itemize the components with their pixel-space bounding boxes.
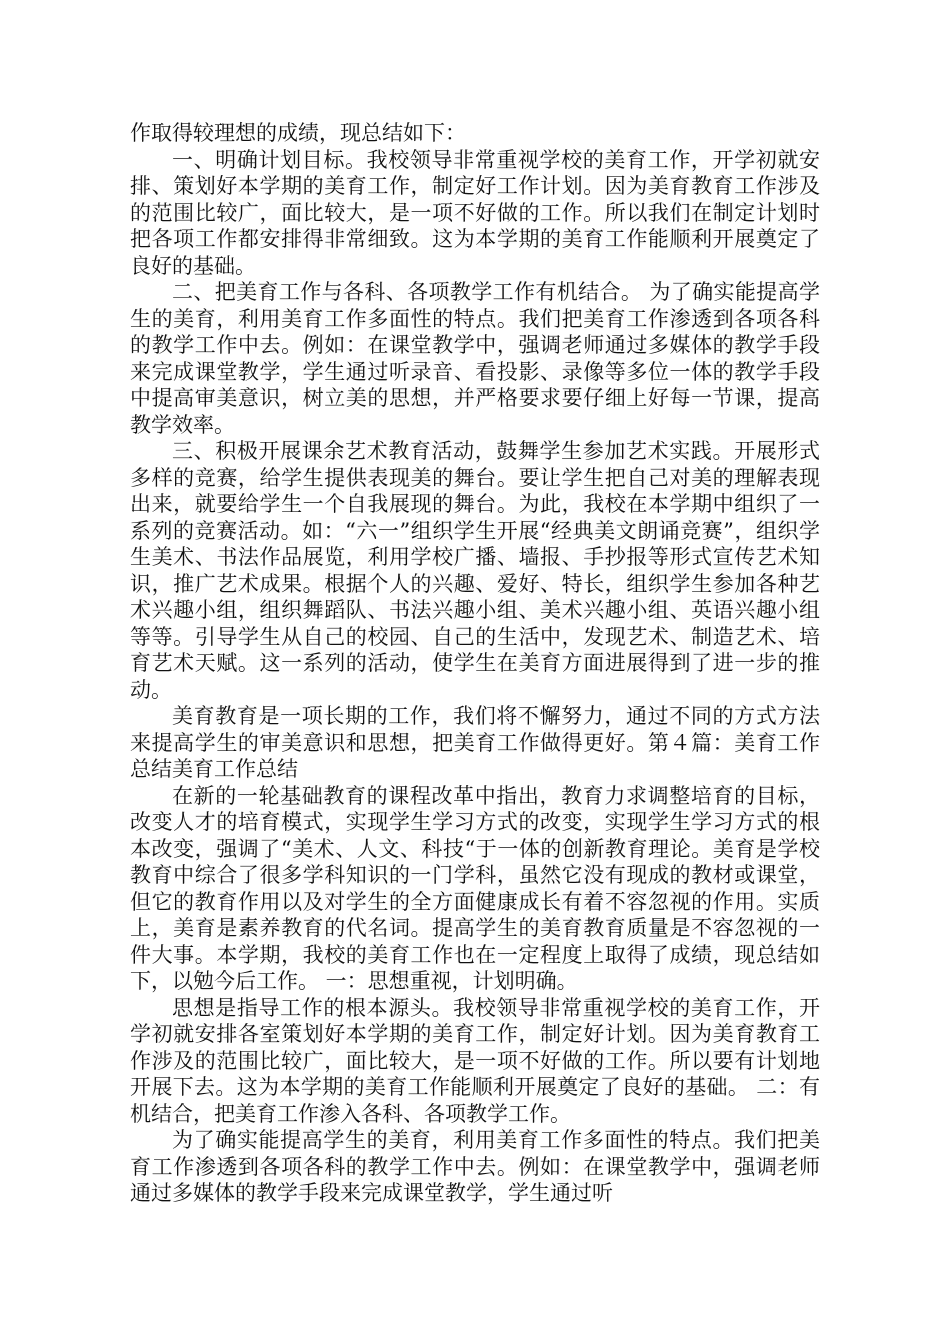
- paragraph-section-three: 三、积极开展课余艺术教育活动，鼓舞学生参加艺术实践。开展形式多样的竞赛，给学生提供表现美的舞台。要让学生把自己对美的理解表现出来，就要给学生一个自我展现的舞台。为此，我校在本学期中组织了一系列的竞赛活动。如：“六一”组织学生开展“经典美文朗诵竞赛”，组织学生美术、书法作品展览，利用学校广播、墙报、手抄报等形式宣传艺术知识，推广艺术成果。根据个人的兴趣、爱好、特长，组织学生参加各种艺术兴趣小组，组织舞蹈队、书法兴趣小组、美术兴趣小组、英语兴趣小组等等。引导学生从自己的校园、自己的生活中，发现艺术、制造艺术、培育艺术天赋。这一系列的活动，使学生在美育方面进展得到了进一步的推动。: [130, 439, 820, 702]
- paragraph-part4-point-one: 思想是指导工作的根本源头。我校领导非常重视学校的美育工作，开学初就安排各室策划好本学期的美育工作，制定好计划。因为美育教育工作涉及的范围比较广，面比较大，是一项不好做的工作。所以要有计划地开展下去。这为本学期的美育工作能顺利开展奠定了良好的基础。 二：有机结合，把美育工作渗入各科、各项教学工作。: [130, 995, 820, 1126]
- paragraph-section-two: 二、把美育工作与各科、各项教学工作有机结合。 为了确实能提高学生的美育，利用美育工作多面性的特点。我们把美育工作渗透到各项各科的教学工作中去。例如：在课堂教学中，强调老师通过多媒体的教学手段来完成课堂教学，学生通过听录音、看投影、录像等多位一体的教学手段中提高审美意识，树立美的思想，并严格要求要仔细上好每一节课，提高教学效率。: [130, 280, 820, 437]
- paragraph-part4-intro: 在新的一轮基础教育的课程改革中指出，教育力求调整培育的目标，改变人才的培育模式，实现学生学习方式的改变，实现学生学习方式的根本改变，强调了“美术、人文、科技“于一体的创新教育理论。美育是学校教育中综合了很多学科知识的一门学科，虽然它没有现成的教材或课堂，但它的教育作用以及对学生的全方面健康成长有着不容忽视的作用。实质上，美育是素养教育的代名词。提高学生的美育教育质量是不容忽视的一件大事。本学期，我校的美育工作也在一定程度上取得了成绩，现总结如下，以勉今后工作。 一：思想重视，计划明确。: [130, 783, 820, 993]
- paragraph-section-one: 一、明确计划目标。我校领导非常重视学校的美育工作，开学初就安排、策划好本学期的美育工作，制定好工作计划。因为美育教育工作涉及的范围比较广，面比较大，是一项不好做的工作。所以我们在制定计划时把各项工作都安排得非常细致。这为本学期的美育工作能顺利开展奠定了良好的基础。: [130, 147, 820, 278]
- paragraph-part4-point-two: 为了确实能提高学生的美育，利用美育工作多面性的特点。我们把美育工作渗透到各项各科的教学工作中去。例如：在课堂教学中，强调老师通过多媒体的教学手段来完成课堂教学，学生通过听: [130, 1128, 820, 1205]
- paragraph-intro-tail: 作取得较理想的成绩，现总结如下：: [130, 121, 466, 145]
- paragraph-conclusion-and-part4-title: 美育教育是一项长期的工作，我们将不懈努力，通过不同的方式方法来提高学生的审美意识和思想，把美育工作做得更好。第４篇：美育工作总结美育工作总结: [130, 704, 820, 781]
- document-page: [130, 120, 820, 1207]
